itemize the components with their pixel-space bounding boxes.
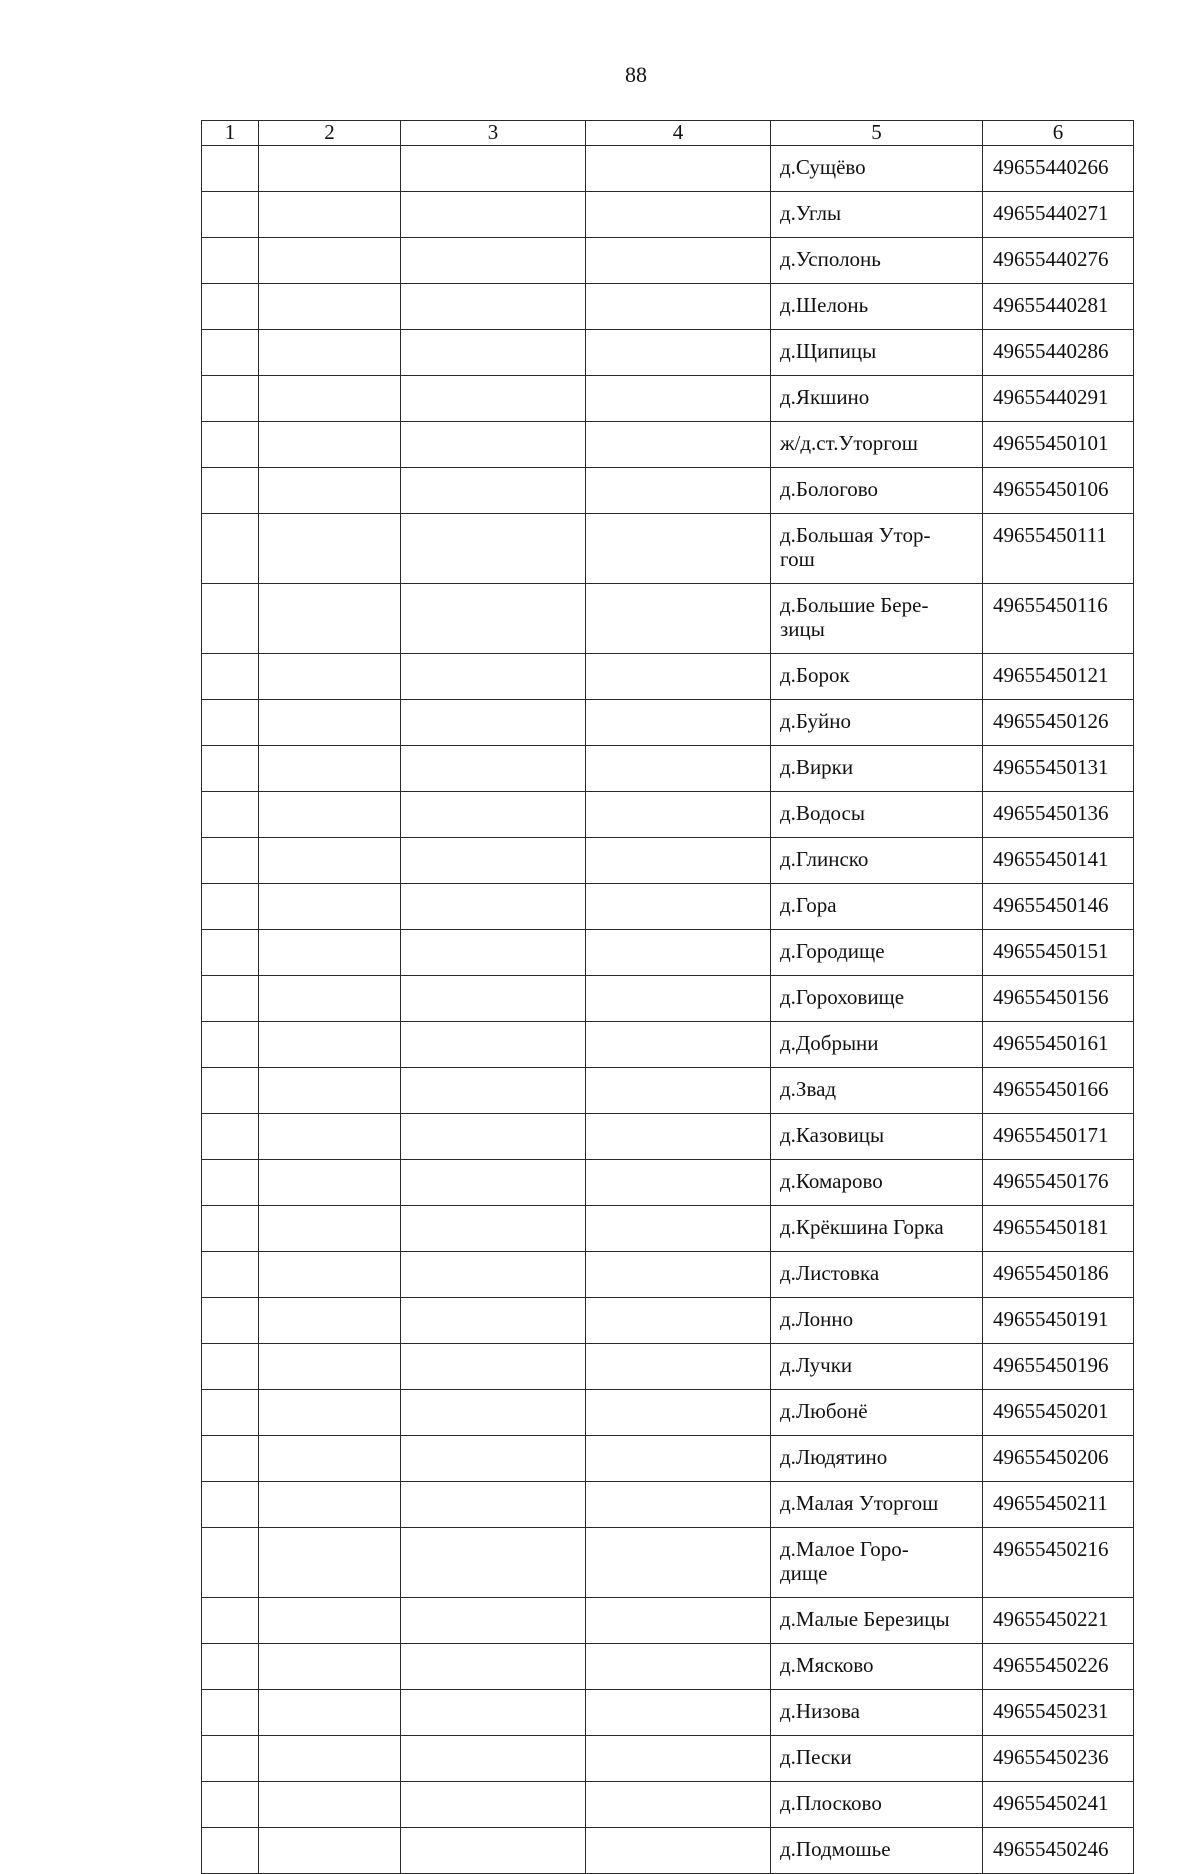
empty-cell	[401, 192, 586, 238]
table-row	[202, 930, 1134, 976]
table-row	[202, 792, 1134, 838]
settlement-name-cell: д.Вирки	[771, 746, 983, 792]
empty-cell	[259, 792, 401, 838]
oktmo-code-cell: 49655450196	[983, 1344, 1134, 1390]
empty-cell	[586, 884, 771, 930]
table-row	[202, 1736, 1134, 1782]
empty-cell	[401, 284, 586, 330]
empty-cell	[202, 468, 259, 514]
oktmo-code-cell: 49655450186	[983, 1252, 1134, 1298]
empty-cell	[586, 1206, 771, 1252]
empty-cell	[586, 584, 771, 654]
table-row	[202, 700, 1134, 746]
empty-cell	[202, 1690, 259, 1736]
empty-cell	[586, 284, 771, 330]
empty-cell	[259, 1160, 401, 1206]
column-header: 6	[983, 121, 1134, 146]
column-header: 1	[202, 121, 259, 146]
oktmo-code-cell: 49655450131	[983, 746, 1134, 792]
table-row	[202, 884, 1134, 930]
empty-cell	[401, 884, 586, 930]
empty-cell	[202, 330, 259, 376]
table-row	[202, 1114, 1134, 1160]
empty-cell	[401, 1206, 586, 1252]
empty-cell	[202, 146, 259, 192]
empty-cell	[259, 1114, 401, 1160]
table-row	[202, 146, 1134, 192]
empty-cell	[586, 700, 771, 746]
empty-cell	[401, 976, 586, 1022]
settlement-name-cell: д.Якшино	[771, 376, 983, 422]
empty-cell	[401, 1390, 586, 1436]
empty-cell	[586, 1782, 771, 1828]
settlement-name-cell: д.Малые Березицы	[771, 1598, 983, 1644]
oktmo-code-cell: 49655450201	[983, 1390, 1134, 1436]
empty-cell	[202, 376, 259, 422]
empty-cell	[259, 1598, 401, 1644]
oktmo-code-cell: 49655440281	[983, 284, 1134, 330]
empty-cell	[259, 700, 401, 746]
empty-cell	[586, 1390, 771, 1436]
table-row	[202, 1482, 1134, 1528]
oktmo-code-cell: 49655450176	[983, 1160, 1134, 1206]
empty-cell	[586, 930, 771, 976]
empty-cell	[202, 192, 259, 238]
table-row	[202, 654, 1134, 700]
oktmo-code-cell: 49655450166	[983, 1068, 1134, 1114]
empty-cell	[401, 238, 586, 284]
table-row	[202, 514, 1134, 584]
table-row	[202, 1390, 1134, 1436]
settlement-name-cell: д.Мясково	[771, 1644, 983, 1690]
settlement-name-cell: д.Большая Утор- гош	[771, 514, 983, 584]
empty-cell	[401, 1022, 586, 1068]
settlement-name-cell: д.Лонно	[771, 1298, 983, 1344]
empty-cell	[401, 838, 586, 884]
table-row	[202, 1828, 1134, 1874]
settlement-name-cell: д.Добрыни	[771, 1022, 983, 1068]
empty-cell	[401, 1068, 586, 1114]
oktmo-code-cell: 49655450116	[983, 584, 1134, 654]
settlement-name-cell: д.Людятино	[771, 1436, 983, 1482]
empty-cell	[202, 1022, 259, 1068]
page-number: 88	[625, 62, 647, 87]
empty-cell	[401, 700, 586, 746]
oktmo-code-cell: 49655450221	[983, 1598, 1134, 1644]
empty-cell	[259, 468, 401, 514]
empty-cell	[401, 792, 586, 838]
settlement-name-cell: д.Малое Горо- дище	[771, 1528, 983, 1598]
empty-cell	[586, 330, 771, 376]
empty-cell	[259, 1482, 401, 1528]
settlement-name-cell: д.Плосково	[771, 1782, 983, 1828]
empty-cell	[259, 1736, 401, 1782]
empty-cell	[586, 146, 771, 192]
empty-cell	[259, 584, 401, 654]
empty-cell	[202, 746, 259, 792]
oktmo-code-cell: 49655440276	[983, 238, 1134, 284]
settlement-name-cell: д.Гороховище	[771, 976, 983, 1022]
empty-cell	[202, 930, 259, 976]
empty-cell	[401, 146, 586, 192]
column-header: 3	[401, 121, 586, 146]
empty-cell	[401, 1782, 586, 1828]
settlement-name-cell: д.Подмошье	[771, 1828, 983, 1874]
empty-cell	[586, 192, 771, 238]
oktmo-code-cell: 49655450246	[983, 1828, 1134, 1874]
table-row	[202, 1022, 1134, 1068]
empty-cell	[259, 1022, 401, 1068]
empty-cell	[259, 930, 401, 976]
settlement-name-cell: д.Крёкшина Горка	[771, 1206, 983, 1252]
empty-cell	[202, 1528, 259, 1598]
empty-cell	[586, 1252, 771, 1298]
oktmo-code-cell: 49655450181	[983, 1206, 1134, 1252]
table-row	[202, 1160, 1134, 1206]
empty-cell	[401, 330, 586, 376]
empty-cell	[202, 1252, 259, 1298]
empty-cell	[401, 1736, 586, 1782]
table-row	[202, 1690, 1134, 1736]
empty-cell	[202, 514, 259, 584]
settlement-name-cell: д.Сущёво	[771, 146, 983, 192]
table-row	[202, 976, 1134, 1022]
empty-cell	[586, 468, 771, 514]
empty-cell	[586, 1828, 771, 1874]
empty-cell	[202, 1114, 259, 1160]
empty-cell	[202, 1298, 259, 1344]
table-row	[202, 376, 1134, 422]
table-row	[202, 192, 1134, 238]
empty-cell	[202, 584, 259, 654]
settlements-table	[201, 120, 1134, 1874]
column-header: 5	[771, 121, 983, 146]
empty-cell	[259, 746, 401, 792]
table-row	[202, 1436, 1134, 1482]
empty-cell	[202, 976, 259, 1022]
empty-cell	[202, 1390, 259, 1436]
empty-cell	[259, 1782, 401, 1828]
empty-cell	[401, 1252, 586, 1298]
empty-cell	[259, 376, 401, 422]
empty-cell	[259, 976, 401, 1022]
settlement-name-cell: д.Звад	[771, 1068, 983, 1114]
empty-cell	[586, 976, 771, 1022]
oktmo-code-cell: 49655440271	[983, 192, 1134, 238]
table-row	[202, 1252, 1134, 1298]
table-row	[202, 284, 1134, 330]
empty-cell	[259, 1206, 401, 1252]
oktmo-code-cell: 49655450121	[983, 654, 1134, 700]
empty-cell	[259, 238, 401, 284]
table-row	[202, 238, 1134, 284]
empty-cell	[259, 884, 401, 930]
empty-cell	[586, 514, 771, 584]
empty-cell	[401, 1344, 586, 1390]
empty-cell	[259, 1644, 401, 1690]
settlement-name-cell: д.Низова	[771, 1690, 983, 1736]
empty-cell	[401, 1114, 586, 1160]
empty-cell	[401, 930, 586, 976]
oktmo-code-cell: 49655450191	[983, 1298, 1134, 1344]
header-row	[202, 121, 1134, 146]
empty-cell	[586, 654, 771, 700]
oktmo-code-cell: 49655450236	[983, 1736, 1134, 1782]
settlement-name-cell: д.Бологово	[771, 468, 983, 514]
empty-cell	[401, 1528, 586, 1598]
empty-cell	[586, 1482, 771, 1528]
empty-cell	[586, 792, 771, 838]
empty-cell	[259, 1344, 401, 1390]
settlement-name-cell: д.Шелонь	[771, 284, 983, 330]
empty-cell	[586, 422, 771, 468]
empty-cell	[202, 1482, 259, 1528]
empty-cell	[202, 654, 259, 700]
empty-cell	[202, 838, 259, 884]
oktmo-code-cell: 49655450111	[983, 514, 1134, 584]
empty-cell	[586, 238, 771, 284]
settlement-name-cell: д.Любонё	[771, 1390, 983, 1436]
empty-cell	[202, 792, 259, 838]
empty-cell	[259, 1252, 401, 1298]
empty-cell	[259, 1298, 401, 1344]
settlement-name-cell: д.Гора	[771, 884, 983, 930]
empty-cell	[259, 422, 401, 468]
settlement-name-cell: д.Лучки	[771, 1344, 983, 1390]
empty-cell	[401, 1644, 586, 1690]
settlement-name-cell: д.Комарово	[771, 1160, 983, 1206]
column-header: 4	[586, 121, 771, 146]
empty-cell	[586, 1736, 771, 1782]
empty-cell	[401, 1436, 586, 1482]
empty-cell	[586, 838, 771, 884]
table-row	[202, 1344, 1134, 1390]
oktmo-code-cell: 49655450216	[983, 1528, 1134, 1598]
empty-cell	[586, 746, 771, 792]
empty-cell	[259, 284, 401, 330]
empty-cell	[401, 1160, 586, 1206]
empty-cell	[401, 376, 586, 422]
empty-cell	[202, 1068, 259, 1114]
table-row	[202, 1528, 1134, 1598]
settlement-name-cell: д.Буйно	[771, 700, 983, 746]
oktmo-code-cell: 49655450161	[983, 1022, 1134, 1068]
table-row	[202, 468, 1134, 514]
empty-cell	[259, 514, 401, 584]
empty-cell	[401, 1482, 586, 1528]
oktmo-code-cell: 49655440286	[983, 330, 1134, 376]
oktmo-code-cell: 49655450151	[983, 930, 1134, 976]
empty-cell	[259, 654, 401, 700]
empty-cell	[259, 146, 401, 192]
oktmo-code-cell: 49655450206	[983, 1436, 1134, 1482]
table-row	[202, 1598, 1134, 1644]
oktmo-code-cell: 49655450141	[983, 838, 1134, 884]
oktmo-code-cell: 49655450106	[983, 468, 1134, 514]
empty-cell	[202, 1782, 259, 1828]
empty-cell	[202, 238, 259, 284]
empty-cell	[259, 1068, 401, 1114]
empty-cell	[586, 1298, 771, 1344]
empty-cell	[202, 1436, 259, 1482]
table-row	[202, 838, 1134, 884]
empty-cell	[401, 422, 586, 468]
empty-cell	[401, 654, 586, 700]
empty-cell	[401, 1298, 586, 1344]
empty-cell	[259, 1690, 401, 1736]
empty-cell	[202, 1828, 259, 1874]
table-body	[202, 146, 1134, 1874]
empty-cell	[401, 584, 586, 654]
empty-cell	[586, 1344, 771, 1390]
empty-cell	[401, 514, 586, 584]
settlement-name-cell: ж/д.ст.Уторгош	[771, 422, 983, 468]
settlement-name-cell: д.Углы	[771, 192, 983, 238]
column-header: 2	[259, 121, 401, 146]
empty-cell	[259, 838, 401, 884]
empty-cell	[401, 1828, 586, 1874]
empty-cell	[202, 284, 259, 330]
empty-cell	[586, 1528, 771, 1598]
oktmo-code-cell: 49655450211	[983, 1482, 1134, 1528]
settlement-name-cell: д.Пески	[771, 1736, 983, 1782]
settlement-name-cell: д.Большие Бере- зицы	[771, 584, 983, 654]
empty-cell	[202, 422, 259, 468]
empty-cell	[586, 1644, 771, 1690]
empty-cell	[586, 1160, 771, 1206]
empty-cell	[401, 1598, 586, 1644]
empty-cell	[586, 1114, 771, 1160]
empty-cell	[586, 1068, 771, 1114]
table-row	[202, 746, 1134, 792]
settlement-name-cell: д.Листовка	[771, 1252, 983, 1298]
empty-cell	[586, 376, 771, 422]
table-row	[202, 584, 1134, 654]
table-row	[202, 1644, 1134, 1690]
empty-cell	[586, 1690, 771, 1736]
settlement-name-cell: д.Усполонь	[771, 238, 983, 284]
oktmo-code-cell: 49655440266	[983, 146, 1134, 192]
settlement-name-cell: д.Борок	[771, 654, 983, 700]
table-row	[202, 1298, 1134, 1344]
oktmo-code-cell: 49655450226	[983, 1644, 1134, 1690]
empty-cell	[202, 700, 259, 746]
empty-cell	[586, 1598, 771, 1644]
oktmo-code-cell: 49655450146	[983, 884, 1134, 930]
oktmo-code-cell: 49655450171	[983, 1114, 1134, 1160]
oktmo-code-cell: 49655440291	[983, 376, 1134, 422]
empty-cell	[259, 1390, 401, 1436]
empty-cell	[586, 1436, 771, 1482]
empty-cell	[586, 1022, 771, 1068]
settlement-name-cell: д.Малая Уторгош	[771, 1482, 983, 1528]
empty-cell	[401, 746, 586, 792]
empty-cell	[202, 1644, 259, 1690]
settlement-name-cell: д.Казовицы	[771, 1114, 983, 1160]
empty-cell	[202, 1206, 259, 1252]
table-row	[202, 1206, 1134, 1252]
table-row	[202, 1068, 1134, 1114]
empty-cell	[202, 1344, 259, 1390]
settlement-name-cell: д.Водосы	[771, 792, 983, 838]
empty-cell	[259, 1436, 401, 1482]
empty-cell	[401, 468, 586, 514]
oktmo-code-cell: 49655450241	[983, 1782, 1134, 1828]
settlement-name-cell: д.Щипицы	[771, 330, 983, 376]
oktmo-code-cell: 49655450156	[983, 976, 1134, 1022]
empty-cell	[202, 1598, 259, 1644]
oktmo-code-cell: 49655450231	[983, 1690, 1134, 1736]
oktmo-code-cell: 49655450101	[983, 422, 1134, 468]
empty-cell	[259, 192, 401, 238]
empty-cell	[202, 1736, 259, 1782]
empty-cell	[202, 1160, 259, 1206]
settlement-name-cell: д.Глинско	[771, 838, 983, 884]
empty-cell	[259, 330, 401, 376]
table-row	[202, 422, 1134, 468]
oktmo-code-cell: 49655450126	[983, 700, 1134, 746]
settlement-name-cell: д.Городище	[771, 930, 983, 976]
table-row	[202, 330, 1134, 376]
empty-cell	[259, 1828, 401, 1874]
oktmo-code-cell: 49655450136	[983, 792, 1134, 838]
empty-cell	[401, 1690, 586, 1736]
table-row	[202, 1782, 1134, 1828]
empty-cell	[202, 884, 259, 930]
empty-cell	[259, 1528, 401, 1598]
